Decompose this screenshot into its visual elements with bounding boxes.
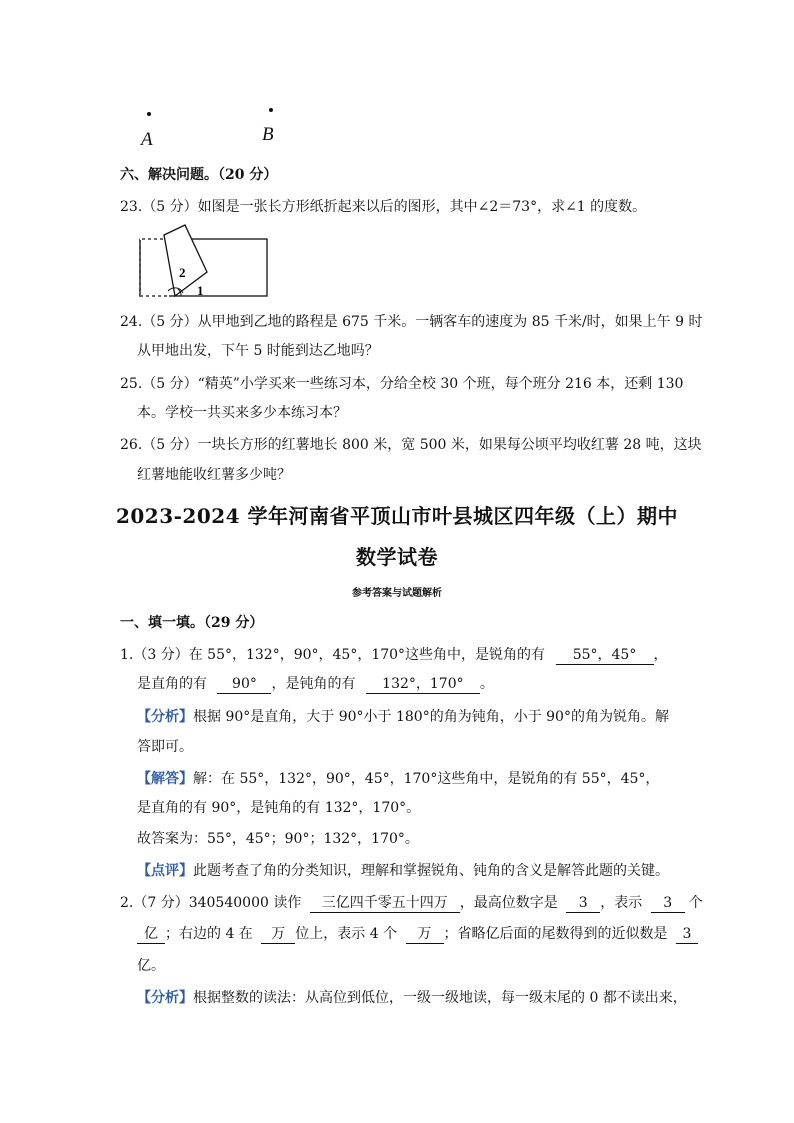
question-23: 23.（5 分）如图是一张长方形纸折起来以后的图形，其中∠2＝73°，求∠1 的度数。 xyxy=(120,199,647,215)
q2-analysis-tag: 【分析】 xyxy=(137,990,193,1006)
question-26-line-2: 红薯地能收红薯多少吨？ xyxy=(137,467,291,483)
question-2-line-3: 亿。 xyxy=(137,958,165,974)
q2-mid-1: ，最高位数字是 xyxy=(459,895,558,911)
q1-blank-obtuse: 132°，170° xyxy=(366,676,480,694)
q2-blank-approx: 3 xyxy=(676,926,698,944)
q1-analysis-line-2: 答即可。 xyxy=(137,739,193,755)
point-a-label: A xyxy=(141,129,153,150)
section-6-heading: 六、解决问题。（20 分） xyxy=(120,167,278,183)
q2-blank-unit: 亿 xyxy=(137,926,165,944)
q1-answer-tag: 【解答】 xyxy=(137,771,193,787)
q1-blank-right: 90° xyxy=(217,676,271,694)
question-1-line-1 xyxy=(120,645,668,665)
q1-comma: ， xyxy=(653,647,668,663)
question-1-line-2 xyxy=(137,674,494,694)
answer-title-line-1: 2023-2024 学年河南省平顶山市叶县城区四年级（上）期中 xyxy=(115,504,679,528)
point-b-label: B xyxy=(262,124,274,145)
question-2-line-1 xyxy=(120,893,703,913)
q2-line2-c: ；省略亿后面的尾数得到的近似数是 xyxy=(443,926,668,942)
question-25-line-2: 本。学校一共买来多少本练习本？ xyxy=(137,405,347,421)
q2-prompt: 2.（7 分）340540000 读作 xyxy=(120,895,302,911)
angle-1-label: 1 xyxy=(197,283,204,298)
question-26-line-1: 26.（5 分）一块长方形的红薯地长 800 米，宽 500 米，如果每公顷平均收红薯 28 吨，这块 xyxy=(120,437,702,453)
q1-blank-acute: 55°，45° xyxy=(556,647,654,665)
q2-blank-read: 三亿四千零五十四万 xyxy=(310,895,460,913)
q1-analysis-line-1 xyxy=(137,707,669,727)
q1-answer-line-2: 是直角的有 90°，是钝角的有 132°，170°。 xyxy=(137,800,421,816)
q2-blank-place-2: 万 xyxy=(406,926,444,944)
q2-blank-place: 万 xyxy=(261,926,295,944)
question-24-line-2: 从甲地出发，下午 5 时能到达乙地吗？ xyxy=(137,343,379,359)
q2-blank-digit: 3 xyxy=(566,895,600,913)
q1-right-prompt: 是直角的有 xyxy=(137,676,207,692)
q2-mid-3: 个 xyxy=(688,895,703,911)
q1-comment-tag: 【点评】 xyxy=(137,863,193,879)
question-24-line-1: 24.（5 分）从甲地到乙地的路程是 675 千米。一辆客车的速度为 85 千米/时，如果上午 9 时 xyxy=(120,314,703,330)
answer-subtitle: 参考答案与试题解析 xyxy=(352,588,442,599)
answer-title-line-2: 数学试卷 xyxy=(356,545,438,569)
q1-obtuse-prompt: ，是钝角的有 xyxy=(271,676,356,692)
point-b-dot xyxy=(269,108,273,112)
q1-comment-text: 此题考查了角的分类知识，理解和掌握锐角、钝角的含义是解答此题的关键。 xyxy=(193,863,669,879)
q2-blank-amount: 3 xyxy=(651,895,685,913)
q1-answer-line-3: 故答案为：55°，45°；90°；132°，170°。 xyxy=(137,831,419,847)
folded-paper-figure xyxy=(135,222,295,302)
section-1-heading: 一、填一填。（29 分） xyxy=(120,615,264,631)
q1-analysis-text: 根据 90°是直角，大于 90°小于 180°的角为钝角，小于 90°的角为锐角。解 xyxy=(193,709,669,725)
q1-analysis-tag: 【分析】 xyxy=(137,709,193,725)
point-a-dot xyxy=(147,112,151,116)
q1-comment-line xyxy=(137,861,669,881)
q2-line2-b: 位上，表示 4 个 xyxy=(295,926,398,942)
q1-answer-line-1 xyxy=(137,769,659,789)
q2-line2-a: ；右边的 4 在 xyxy=(165,926,253,942)
q1-answer-text: 解：在 55°，132°，90°，45°，170°这些角中，是锐角的有 55°，45°， xyxy=(193,771,660,787)
q2-analysis-text: 根据整数的读法：从高位到低位，一级一级地读，每一级末尾的 0 都不读出来， xyxy=(193,990,687,1006)
angle-2-label: 2 xyxy=(179,265,186,280)
q1-prompt: 1.（3 分）在 55°，132°，90°，45°，170°这些角中，是锐角的有 xyxy=(120,647,546,663)
question-25-line-1: 25.（5 分）“精英”小学买来一些练习本，分给全校 30 个班，每个班分 216 本，还剩 130 xyxy=(120,376,684,392)
q2-mid-2: ，表示 xyxy=(600,895,643,911)
question-2-line-2 xyxy=(137,924,698,944)
q1-period: 。 xyxy=(479,676,494,692)
q2-analysis-line-1 xyxy=(137,988,687,1008)
